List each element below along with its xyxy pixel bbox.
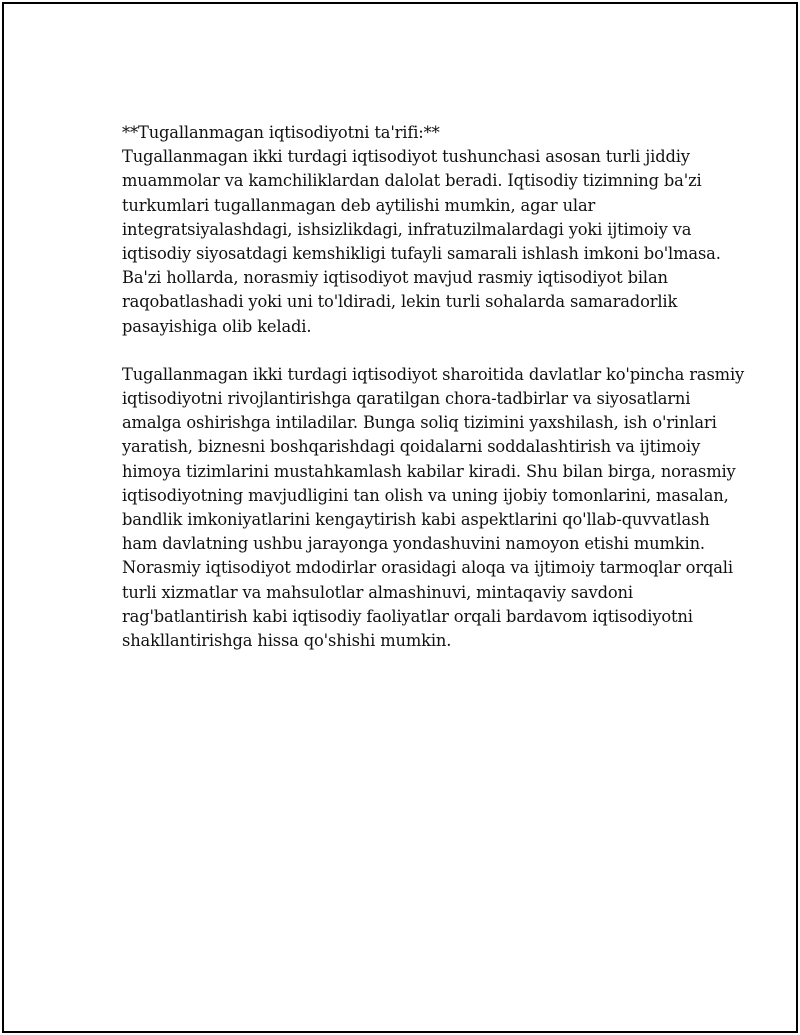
paragraph-2 bbox=[122, 363, 745, 653]
paragraph-line: iqtisodiy siyosatdagi kemshikligi tufayli samarali ishlash imkoni bo'lmasa. bbox=[122, 244, 721, 264]
paragraph-spacer bbox=[122, 339, 722, 363]
paragraph-line: yaratish, biznesni boshqarishdagi qoidalarni soddalashtirish va ijtimoiy bbox=[122, 437, 701, 457]
paragraph-line: iqtisodiyotni rivojlantirishga qaratilgan chora-tadbirlar va siyosatlarni bbox=[122, 389, 691, 409]
paragraph-line: turli xizmatlar va mahsulotlar almashinuvi, mintaqaviy savdoni bbox=[122, 582, 633, 602]
paragraph-line: Tugallanmagan ikki turdagi iqtisodiyot sharoitida davlatlar ko'pincha rasmiy bbox=[122, 364, 745, 384]
paragraph-line: muammolar va kamchiliklardan dalolat beradi. Iqtisodiy tizimning ba'zi bbox=[122, 171, 702, 191]
paragraph-line: himoya tizimlarini mustahkamlash kabilar kiradi. Shu bilan birga, norasmiy bbox=[122, 461, 736, 481]
paragraph-line: bandlik imkoniyatlarini kengaytirish kabi aspektlarini qo'llab-quvvatlash bbox=[122, 510, 710, 530]
paragraph-1 bbox=[122, 145, 722, 339]
paragraph-line: pasayishiga olib keladi. bbox=[122, 316, 312, 336]
paragraph-line: turkumlari tugallanmagan deb aytilishi mumkin, agar ular bbox=[122, 195, 596, 215]
paragraph-line: shakllantirishga hissa qo'shishi mumkin. bbox=[122, 631, 452, 651]
document-heading: **Tugallanmagan iqtisodiyotni ta'rifi:** bbox=[122, 123, 440, 142]
paragraph-line: iqtisodiyotning mavjudligini tan olish va uning ijobiy tomonlarini, masalan, bbox=[122, 485, 729, 505]
document-body bbox=[122, 121, 745, 653]
paragraph-line: rag'batlantirish kabi iqtisodiy faoliyatlar orqali bardavom iqtisodiyotni bbox=[122, 606, 693, 626]
paragraph-line: Norasmiy iqtisodiyot mdodirlar orasidagi aloqa va ijtimoiy tarmoqlar orqali bbox=[122, 558, 733, 578]
page-frame bbox=[2, 2, 798, 1033]
paragraph-line: amalga oshirishga intiladilar. Bunga soliq tizimini yaxshilash, ish o'rinlari bbox=[122, 413, 717, 433]
paragraph-line: integratsiyalashdagi, ishsizlikdagi, infratuzilmalardagi yoki ijtimoiy va bbox=[122, 219, 692, 239]
paragraph-line: Tugallanmagan ikki turdagi iqtisodiyot tushunchasi asosan turli jiddiy bbox=[122, 147, 690, 167]
paragraph-line: raqobatlashadi yoki uni to'ldiradi, lekin turli sohalarda samaradorlik bbox=[122, 292, 678, 312]
paragraph-line: Ba'zi hollarda, norasmiy iqtisodiyot mavjud rasmiy iqtisodiyot bilan bbox=[122, 268, 668, 288]
paragraph-line: ham davlatning ushbu jarayonga yondashuvini namoyon etishi mumkin. bbox=[122, 534, 705, 554]
